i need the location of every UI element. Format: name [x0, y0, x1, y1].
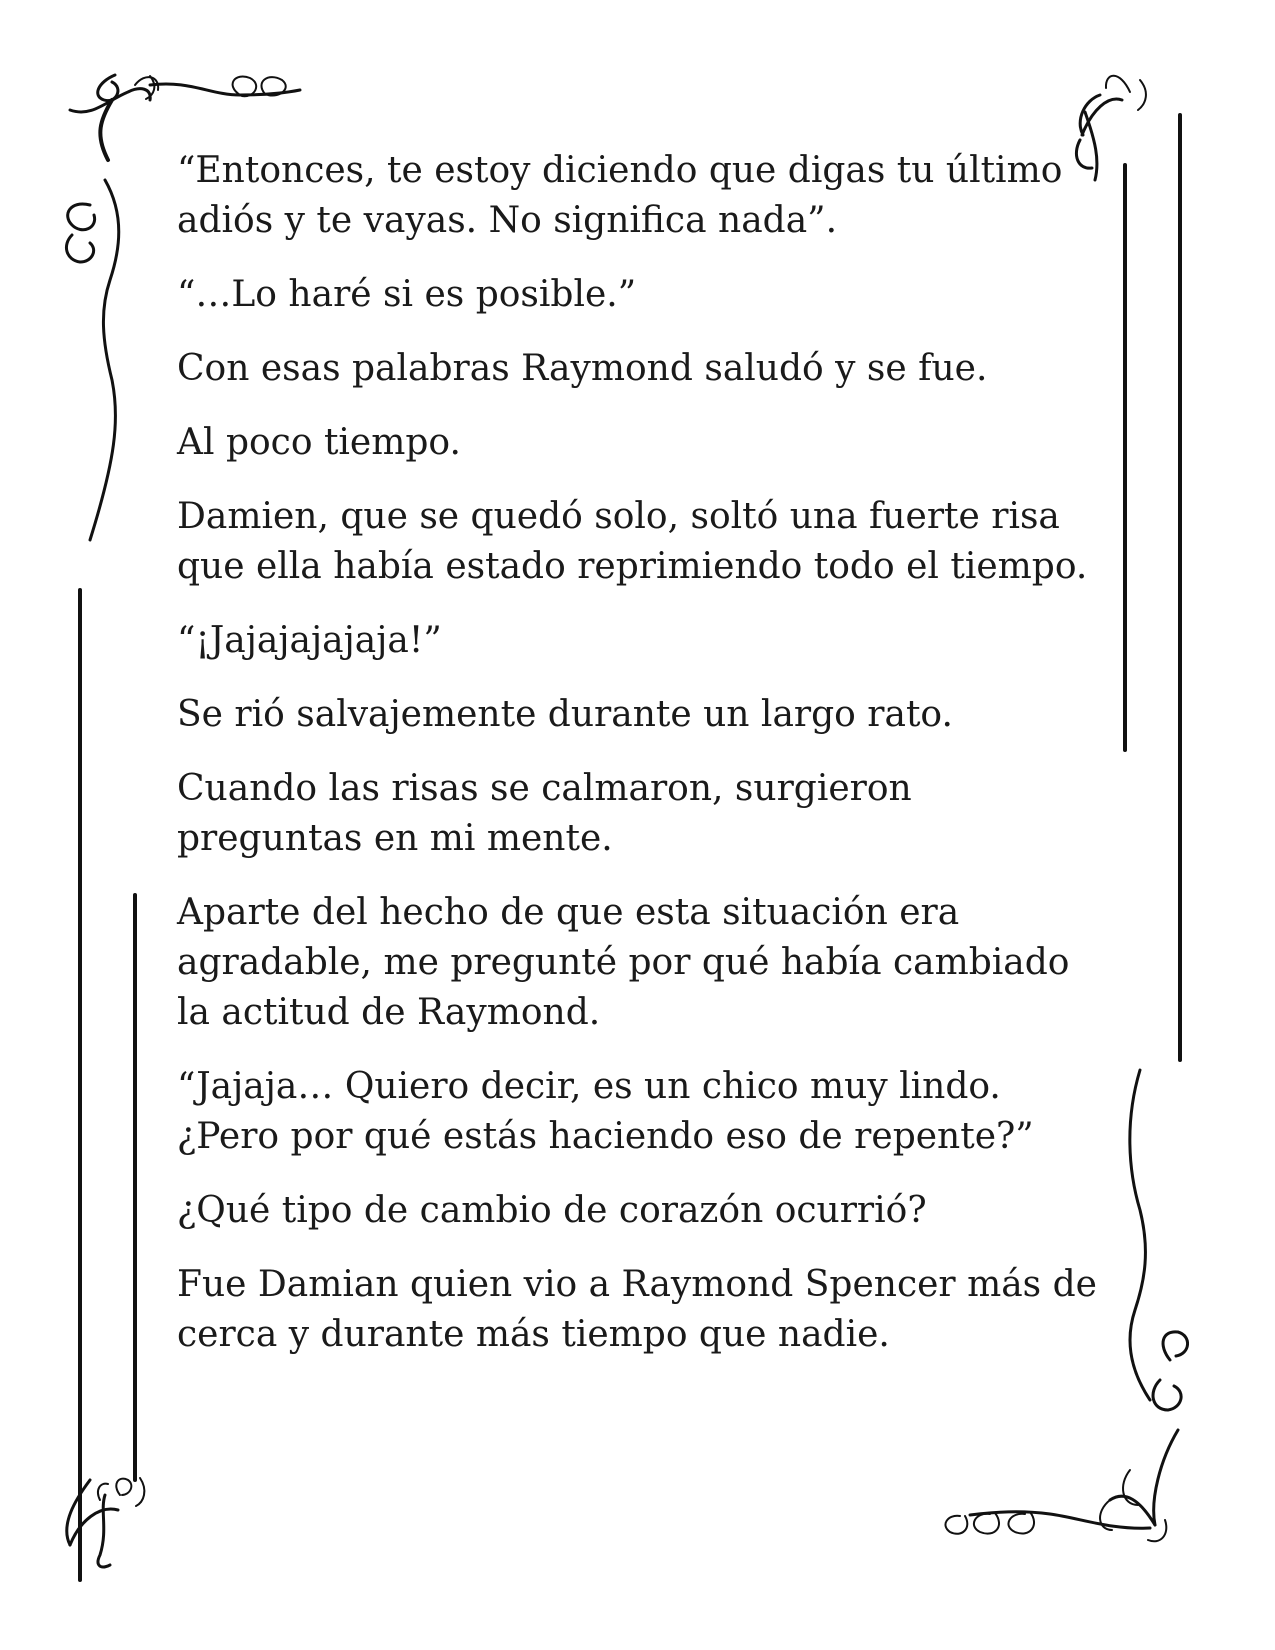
paragraph: “¡Jajajajajaja!”	[177, 620, 442, 661]
paragraph: Fue Damian quien vio a Raymond Spencer más de cerca y durante más tiempo que nadie.	[177, 1264, 1097, 1355]
paragraph: Al poco tiempo.	[177, 422, 461, 463]
body-text	[177, 146, 1107, 1384]
paragraph: Damien, que se quedó solo, soltó una fuerte risa que ella había estado reprimiendo todo el tiempo.	[177, 496, 1088, 587]
paragraph: “Entonces, te estoy diciendo que digas tu último adiós y te vayas. No significa nada”.	[177, 150, 1063, 241]
paragraph: “Jajaja… Quiero decir, es un chico muy lindo. ¿Pero por qué estás haciendo eso de repente?”	[177, 1066, 1034, 1157]
paragraph: ¿Qué tipo de cambio de corazón ocurrió?	[177, 1190, 927, 1231]
paragraph: “…Lo haré si es posible.”	[177, 274, 637, 315]
paragraph: Se rió salvajemente durante un largo rato.	[177, 694, 953, 735]
paragraph: Aparte del hecho de que esta situación era agradable, me pregunté por qué había cambiado la actitud de Raymond.	[177, 892, 1070, 1033]
paragraph: Con esas palabras Raymond saludó y se fue.	[177, 348, 988, 389]
paragraph: Cuando las risas se calmaron, surgieron preguntas en mi mente.	[177, 768, 912, 859]
